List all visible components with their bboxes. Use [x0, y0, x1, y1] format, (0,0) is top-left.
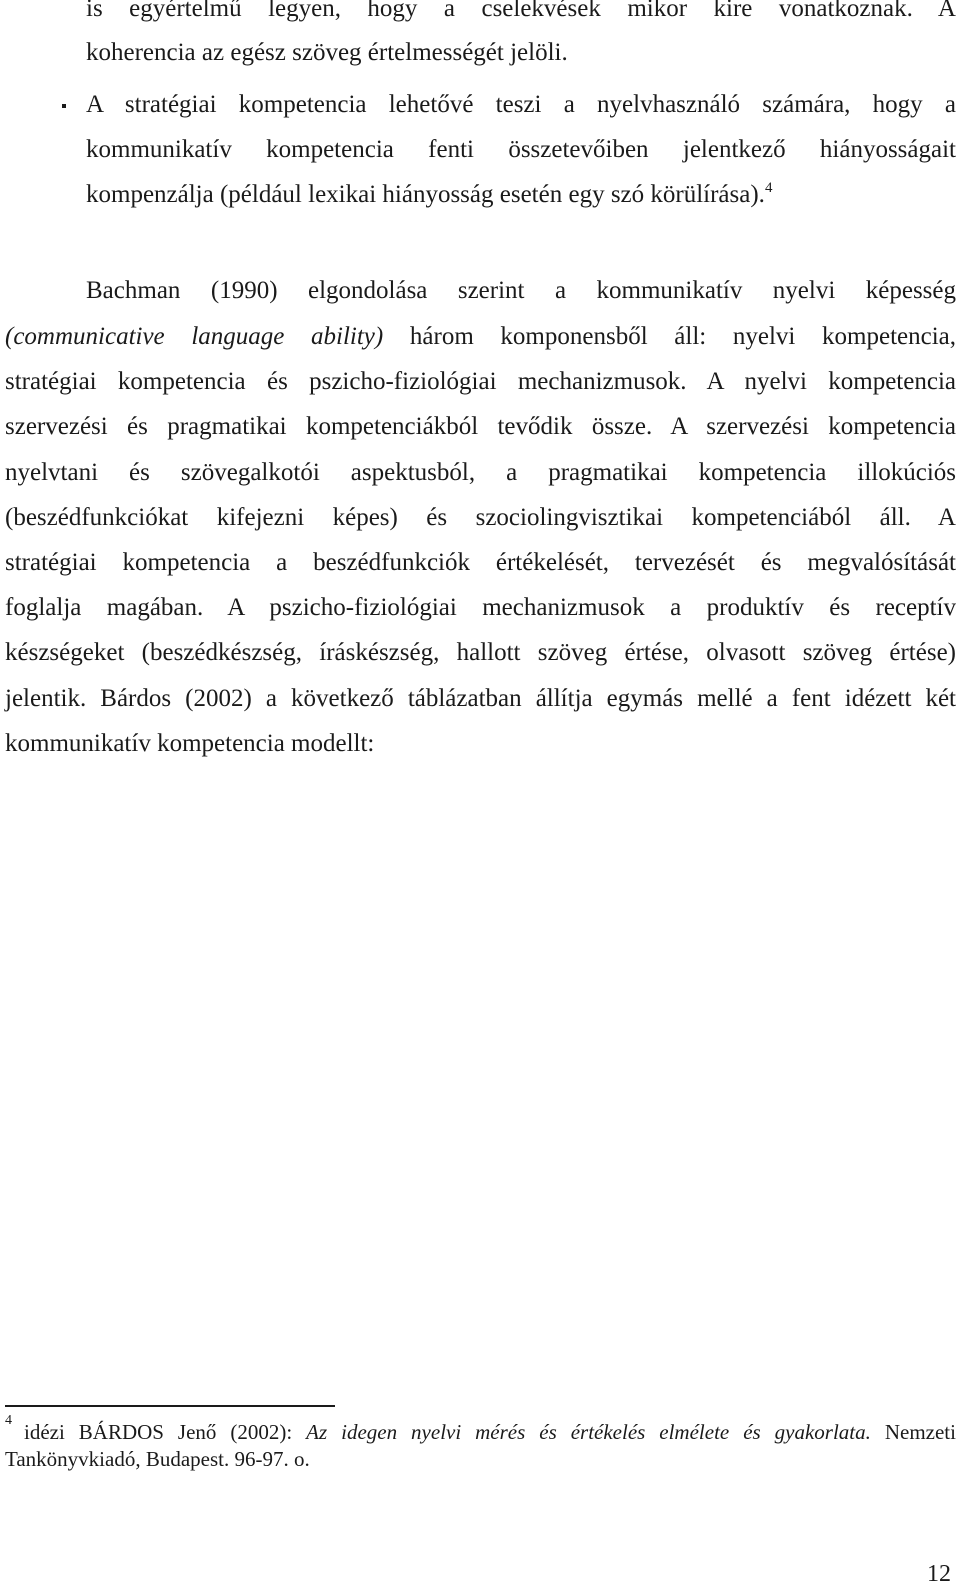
footnote-suffix: Nemzeti [870, 1420, 956, 1444]
footnote-separator [5, 1405, 335, 1407]
footnote-book-title: Az idegen nyelvi mérés és értékelés elmélete és gyakorlata. [306, 1420, 871, 1444]
paragraph-line-5: nyelvtani és szövegalkotói aspektusból, a pragmatikai kompetencia illokúciós [5, 459, 956, 486]
footnote-number: 4 [5, 1413, 12, 1428]
intro-line-2: koherencia az egész szöveg értelmességét jelöli. [86, 39, 568, 66]
footnote-line-2: Tankönyvkiadó, Budapest. 96-97. o. [5, 1447, 310, 1471]
paragraph-line-1: Bachman (1990) elgondolása szerint a kommunikatív nyelvi képesség [86, 277, 956, 304]
intro-line-1: is egyértelmű legyen, hogy a cselekvések mikor kire vonatkoznak. A [86, 0, 956, 22]
paragraph-line-10: jelentik. Bárdos (2002) a következő táblázatban állítja egymás mellé a fent idézett két [5, 685, 956, 712]
bullet-line-2: kommunikatív kompetencia fenti összetevőiben jelentkező hiányosságait [86, 136, 956, 163]
footnote-line-1 [24, 1419, 956, 1445]
paragraph-line-2 [5, 322, 956, 352]
footnote-prefix: idézi BÁRDOS Jenő (2002): [24, 1420, 307, 1444]
bullet-marker [62, 104, 66, 108]
paragraph-line-11: kommunikatív kompetencia modellt: [5, 730, 375, 757]
paragraph-line-8: foglalja magában. A pszicho-fiziológiai mechanizmusok a produktív és receptív [5, 594, 956, 621]
bullet-line-3 [86, 180, 772, 210]
footnote-reference[interactable]: 4 [764, 180, 773, 196]
paragraph-line-6: (beszédfunkciókat kifejezni képes) és szociolingvisztikai kompetenciából áll. A [5, 504, 956, 531]
paragraph-line-3: stratégiai kompetencia és pszicho-fiziológiai mechanizmusok. A nyelvi kompetencia [5, 368, 956, 395]
term-english-italic: (communicative language ability) [5, 323, 384, 350]
bullet-line-3-text: kompenzálja (például lexikai hiányosság esetén egy szó körülírása). [86, 181, 765, 208]
paragraph-line-4: szervezési és pragmatikai kompetenciákból tevődik össze. A szervezési kompetencia [5, 413, 956, 440]
bullet-line-1: A stratégiai kompetencia lehetővé teszi a nyelvhasználó számára, hogy a [86, 91, 956, 118]
paragraph-line-2-text: három komponensből áll: nyelvi kompetencia, [383, 323, 957, 350]
paragraph-line-9: készségeket (beszédkészség, íráskészség, hallott szöveg értése, olvasott szöveg értése) [5, 639, 956, 666]
paragraph-line-7: stratégiai kompetencia a beszédfunkciók értékelését, tervezését és megvalósítását [5, 549, 956, 576]
page-number: 12 [927, 1561, 951, 1587]
